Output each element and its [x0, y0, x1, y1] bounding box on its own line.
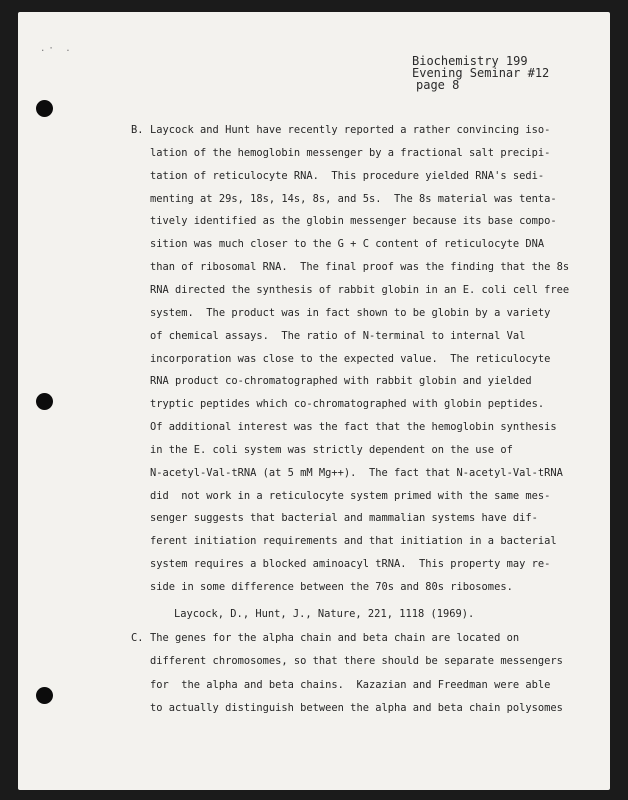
seminar-title: Evening Seminar #12 [412, 66, 550, 80]
section_b-line: Laycock and Hunt have recently reported a rather convincing iso- [150, 124, 551, 136]
section_c-line: to actually distinguish between the alpha and beta chain polysomes [150, 701, 563, 714]
section_b-line: tation of reticulocyte RNA. This procedure yielded RNA's sedi- [150, 169, 545, 182]
section_b-line: side in some difference between the 70s and 80s ribosomes. [150, 581, 513, 593]
course-title: Biochemistry 199 [412, 54, 528, 68]
section_b-line: did not work in a reticulocyte system primed with the same mes- [150, 489, 551, 502]
section_c-line: The genes for the alpha chain and beta chain are located on [150, 632, 520, 644]
page-header [412, 55, 549, 91]
section_b-line: in the E. coli system was strictly dependent on the use of [150, 443, 513, 456]
section_c-line: for the alpha and beta chains. Kazazian and Freedman were able [150, 678, 551, 691]
section_b-line: of chemical assays. The ratio of N-terminal to internal Val [150, 329, 526, 342]
section_b-line: than of ribosomal RNA. The final proof was the finding that the 8s [150, 261, 570, 274]
section_b-line: incorporation was close to the expected value. The reticulocyte [150, 352, 551, 365]
section_b-line: sition was much closer to the G + C content of reticulocyte DNA [150, 238, 545, 251]
punch-hole-bottom [36, 687, 53, 704]
section_b-line: lation of the hemoglobin messenger by a fractional salt precipi- [150, 146, 551, 159]
section_b-line: menting at 29s, 18s, 14s, 8s, and 5s. The 8s material was tenta- [150, 192, 557, 205]
section-b-marker: B. [131, 124, 144, 136]
section_b-line: N-acetyl-Val-tRNA (at 5 mM Mg++). The fact that N-acetyl-Val-tRNA [150, 466, 563, 479]
section_b-line: RNA product co-chromatographed with rabbit globin and yielded [150, 375, 532, 388]
section_c-line: different chromosomes, so that there should be separate messengers [150, 655, 563, 668]
page-number: page 8 [416, 78, 460, 92]
section-c-marker: C. [131, 632, 144, 644]
punch-hole-top [36, 100, 53, 117]
section_b-line: Of additional interest was the fact that the hemoglobin synthesis [150, 421, 557, 434]
section_b-line: system. The product was in fact shown to be globin by a variety [150, 306, 551, 319]
stray-marks: .· . [40, 44, 74, 54]
section_b-line: RNA directed the synthesis of rabbit globin in an E. coli cell free [150, 283, 570, 296]
section_b-line: senger suggests that bacterial and mammalian systems have dif- [150, 512, 538, 525]
punch-hole-middle [36, 393, 53, 410]
section_b-line: system requires a blocked aminoacyl tRNA. This property may re- [150, 558, 551, 571]
section_b-line: ferent initiation requirements and that initiation in a bacterial [150, 535, 557, 548]
section-b-reference: Laycock, D., Hunt, J., Nature, 221, 1118 (1969). [174, 608, 475, 620]
section_b-line: tively identified as the globin messenger because its base compo- [150, 215, 557, 228]
section_b-line: tryptic peptides which co-chromatographed with globin peptides. [150, 398, 545, 411]
